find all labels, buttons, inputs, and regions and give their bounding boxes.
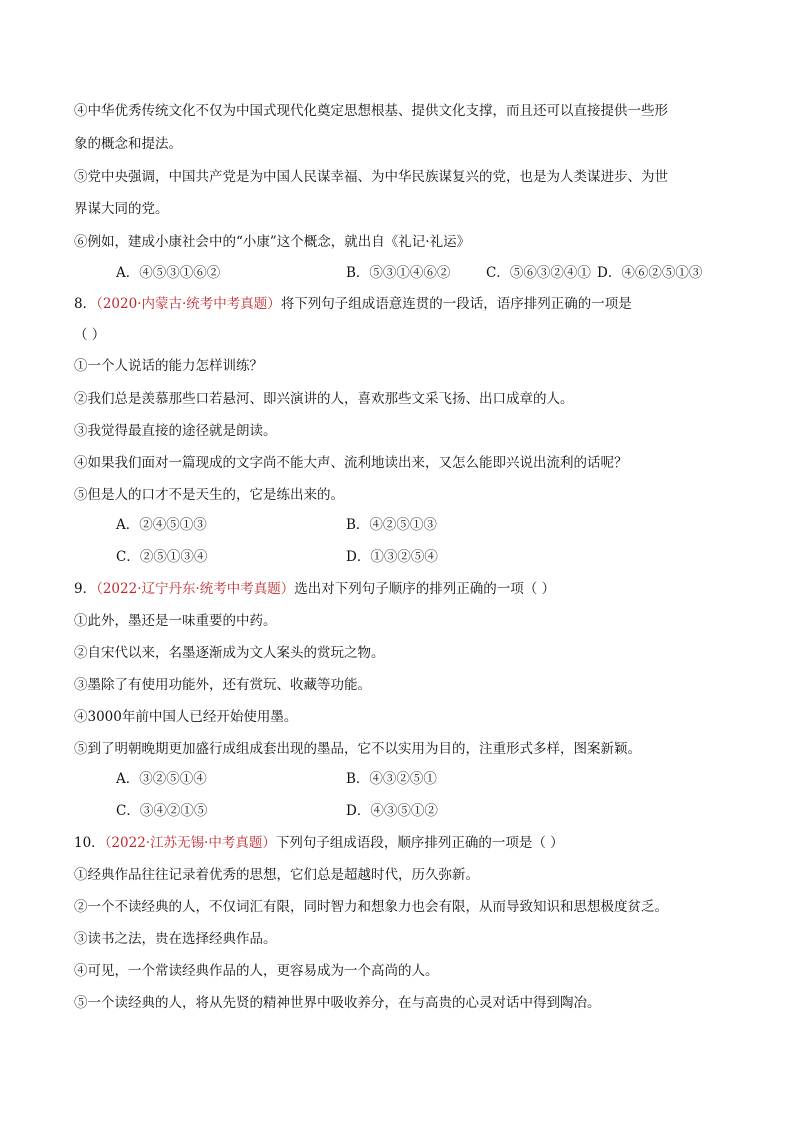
q8-sentence-3: ③我觉得最直接的途径就是朗读。: [74, 423, 277, 439]
q8-option-c: C．②⑤①③④: [116, 549, 208, 565]
q9-source: （2022·辽宁丹东·统考中考真题）: [96, 581, 295, 597]
q7-sentence-6: ⑥例如，建成小康社会中的“小康”这个概念，就出自《礼记·礼运》: [74, 234, 471, 250]
q9-sentence-4: ④3000年前中国人已经开始使用墨。: [74, 709, 298, 725]
q8-source: （2020·内蒙古·统考中考真题）: [96, 296, 281, 312]
q10-source: （2022·江苏无锡·中考真题）: [104, 835, 276, 851]
q8-sentence-4: ④如果我们面对一篇现成的文字尚不能大声、流利地读出来，又怎么能即兴说出流利的话呢？: [74, 455, 628, 471]
q10-sentence-2: ②一个不读经典的人，不仅词汇有限，同时智力和想象力也会有限，从而导致知识和思想极度贫乏。: [74, 899, 668, 915]
q7-sentence-4-line-2: 象的概念和提法。: [74, 136, 182, 152]
q8-sentence-1: ①一个人说话的能力怎样训练？: [74, 358, 263, 374]
q10-sentence-1: ①经典作品往往记录着优秀的思想，它们总是超越时代，历久弥新。: [74, 867, 479, 883]
q7-sentence-5-line-1: ⑤党中央强调，中国共产党是为中国人民谋幸福、为中华民族谋复兴的党，也是为人类谋进步、为世: [74, 169, 668, 185]
q10-sentence-5: ⑤一个读经典的人，将从先贤的精神世界中吸收养分，在与高贵的心灵对话中得到陶冶。: [74, 995, 601, 1011]
q7-option-d: D．④⑥②⑤①③: [597, 265, 703, 281]
q7-option-a: A．④⑤③①⑥②: [116, 265, 221, 281]
q8-option-d: D．①③②⑤④: [346, 549, 438, 565]
q7-sentence-4-line-1: ④中华优秀传统文化不仅为中国式现代化奠定思想根基、提供文化支撑，而且还可以直接提供一些形: [74, 103, 668, 119]
q10-number: 10．: [74, 835, 105, 851]
q8-option-b: B．④②⑤①③: [346, 517, 437, 533]
q9-option-d: D．④③⑤①②: [346, 803, 438, 819]
q9-option-a: A．③②⑤①④: [116, 771, 207, 787]
q9-stem: 选出对下列句子顺序的排列正确的一项（ ）: [294, 581, 556, 597]
q8-option-a: A．②④⑤①③: [116, 517, 207, 533]
q8-number: 8．: [74, 296, 97, 312]
q8-stem: 将下列句子组成语意连贯的一段话，语序排列正确的一项是: [280, 296, 632, 312]
q9-sentence-5: ⑤到了明朝晚期更加盛行成组成套出现的墨品，它不以实用为目的，注重形式多样，图案新颖。: [74, 741, 641, 757]
q7-sentence-5-line-2: 界谋大同的党。: [74, 201, 169, 217]
q9-header: [74, 580, 555, 598]
q7-option-c: C．⑤⑥③②④①: [486, 265, 591, 281]
q10-stem: 下列句子组成语段，顺序排列正确的一项是（ ）: [275, 835, 564, 851]
q9-sentence-3: ③墨除了有使用功能外，还有赏玩、收藏等功能。: [74, 677, 371, 693]
q8-answer-blank: （ ）: [74, 327, 106, 343]
q10-sentence-3: ③读书之法，贵在选择经典作品。: [74, 931, 277, 947]
q7-option-b: B．⑤③①④⑥②: [346, 265, 451, 281]
q10-header: [74, 834, 564, 852]
q8-sentence-5: ⑤但是人的口才不是天生的，它是练出来的。: [74, 487, 344, 503]
q8-sentence-2: ②我们总是羡慕那些口若悬河、即兴演讲的人，喜欢那些文采飞扬、出口成章的人。: [74, 391, 574, 407]
q10-sentence-4: ④可见，一个常读经典作品的人，更容易成为一个高尚的人。: [74, 963, 439, 979]
q9-number: 9．: [74, 581, 97, 597]
q8-header: [74, 295, 632, 313]
q9-option-b: B．④③②⑤①: [346, 771, 437, 787]
q9-sentence-2: ②自宋代以来，名墨逐渐成为文人案头的赏玩之物。: [74, 645, 385, 661]
q9-sentence-1: ①此外，墨还是一味重要的中药。: [74, 613, 277, 629]
q9-option-c: C．③④②①⑤: [116, 803, 208, 819]
